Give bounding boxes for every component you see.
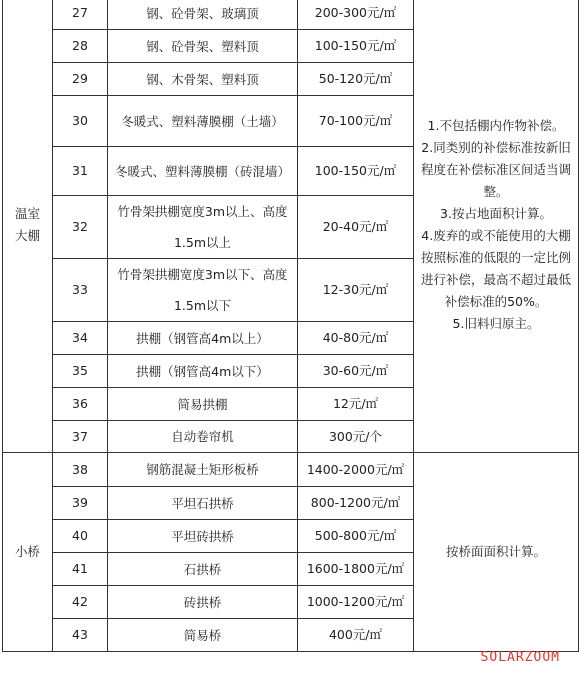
item-name (108, 421, 298, 453)
item-name (108, 322, 298, 355)
item-name-text: 竹骨架拱棚宽度3m以下、高度1.5m以下 (117, 267, 288, 313)
row-number: 34 (53, 322, 108, 355)
item-price: 1400-2000元/㎡ (298, 453, 414, 487)
remark-line: 4.废弃的或不能使用的大棚按照标准的低限的一定比例进行补偿，最高不超过最低补偿标准的50%。 (420, 227, 571, 309)
row-number: 42 (53, 586, 108, 619)
row-number: 31 (53, 147, 108, 196)
item-price: 100-150元/㎡ (298, 147, 414, 196)
row-number: 37 (53, 421, 108, 453)
row-number: 39 (53, 487, 108, 520)
remark-line: 3.按占地面积计算。 (440, 205, 552, 221)
item-name (108, 453, 298, 487)
item-name (108, 619, 298, 652)
item-name-text: 简易拱棚 (177, 396, 228, 412)
item-price: 1600-1800元/㎡ (298, 553, 414, 586)
item-price: 50-120元/㎡ (298, 63, 414, 96)
category-cell: 温室 大棚 (3, 0, 53, 453)
item-name (108, 586, 298, 619)
item-name (108, 553, 298, 586)
table-row (3, 453, 579, 487)
remark-line: 5.旧料归原主。 (452, 315, 540, 331)
item-name (108, 355, 298, 388)
item-price: 70-100元/㎡ (298, 96, 414, 147)
item-price: 12-30元/㎡ (298, 259, 414, 322)
item-price: 400元/㎡ (298, 619, 414, 652)
row-number: 43 (53, 619, 108, 652)
item-price: 1000-1200元/㎡ (298, 586, 414, 619)
item-name (108, 487, 298, 520)
item-name (108, 520, 298, 553)
remarks-cell: 按桥面面积计算。 (414, 453, 579, 652)
item-price: 200-300元/㎡ (298, 0, 414, 30)
item-name-text: 钢、砼骨架、塑料顶 (146, 38, 259, 54)
item-price: 800-1200元/㎡ (298, 487, 414, 520)
item-name-text: 平坦石拱桥 (171, 495, 234, 511)
item-name-text: 简易桥 (183, 627, 222, 643)
item-name (108, 30, 298, 63)
item-price: 12元/㎡ (298, 388, 414, 421)
item-name-text: 拱棚（钢管高4m以下） (136, 363, 269, 379)
item-name-text: 平坦砖拱桥 (171, 528, 234, 544)
item-name-text: 拱棚（钢管高4m以上） (136, 330, 269, 346)
item-name-text: 钢、砼骨架、玻璃顶 (146, 5, 259, 21)
row-number: 30 (53, 96, 108, 147)
row-number: 36 (53, 388, 108, 421)
item-name-text: 砖拱桥 (183, 594, 222, 610)
item-name-text: 冬暖式、塑料薄膜棚（土墙） (121, 113, 284, 129)
item-name-text: 钢筋混凝土矩形板桥 (146, 462, 259, 477)
table-row (3, 0, 579, 30)
row-number: 28 (53, 30, 108, 63)
row-number: 35 (53, 355, 108, 388)
item-name-text: 自动卷帘机 (171, 429, 234, 444)
item-name-text: 冬暖式、塑料薄膜棚（砖混墙） (114, 163, 290, 179)
remark-line: 2.同类别的补偿标准按新旧程度在补偿标准区间适当调整。 (420, 139, 571, 199)
item-name-text: 石拱桥 (183, 561, 222, 577)
item-price: 500-800元/㎡ (298, 520, 414, 553)
item-name (108, 388, 298, 421)
item-name (108, 0, 298, 30)
remarks-cell (414, 0, 579, 453)
item-price: 30-60元/㎡ (298, 355, 414, 388)
item-name (108, 147, 298, 196)
remark-line: 1.不包括棚内作物补偿。 (427, 117, 565, 133)
item-name (108, 196, 298, 259)
item-name-text: 竹骨架拱棚宽度3m以上、高度1.5m以上 (117, 204, 288, 250)
row-number: 38 (53, 453, 108, 487)
row-number: 40 (53, 520, 108, 553)
compensation-table (2, 0, 579, 652)
row-number: 41 (53, 553, 108, 586)
item-name-text: 钢、木骨架、塑料顶 (146, 71, 259, 87)
row-number: 27 (53, 0, 108, 30)
category-cell: 小桥 (3, 453, 53, 652)
item-name (108, 63, 298, 96)
watermark-logo: SOLARZOOM (480, 650, 560, 665)
row-number: 29 (53, 63, 108, 96)
item-price: 300元/个 (298, 421, 414, 453)
row-number: 33 (53, 259, 108, 322)
item-name (108, 259, 298, 322)
row-number: 32 (53, 196, 108, 259)
item-price: 100-150元/㎡ (298, 30, 414, 63)
item-price: 40-80元/㎡ (298, 322, 414, 355)
item-price: 20-40元/㎡ (298, 196, 414, 259)
item-name (108, 96, 298, 147)
